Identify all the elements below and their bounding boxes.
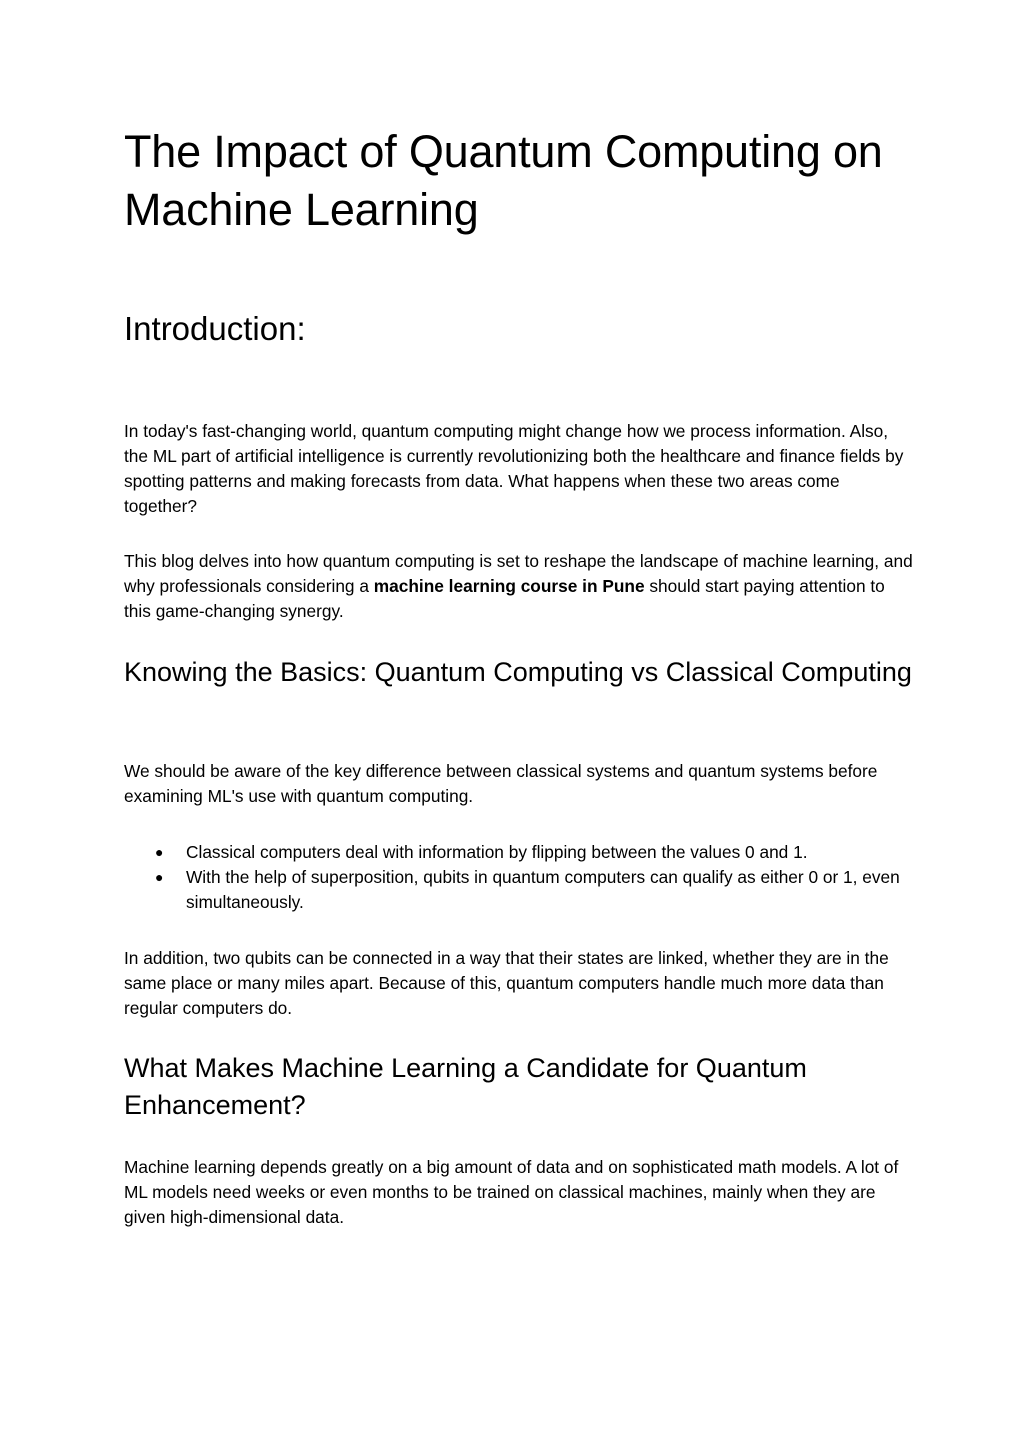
document-title: The Impact of Quantum Computing on Machine Learning bbox=[124, 126, 883, 235]
list-item bbox=[124, 865, 914, 915]
bullet-icon: ● bbox=[155, 869, 164, 885]
heading-introduction: Introduction: bbox=[124, 310, 306, 347]
heading-candidate: What Makes Machine Learning a Candidate for Quantum Enhancement? bbox=[124, 1053, 807, 1120]
candidate-paragraph-1: Machine learning depends greatly on a big amount of data and on sophisticated math models. A lot of ML models need weeks or even months to be trained on classical machines, mainly when they are given high-dimensional data. bbox=[124, 1157, 899, 1227]
intro-paragraph-1: In today's fast-changing world, quantum computing might change how we process information. Also, the ML part of artificial intelligence is currently revolutionizing both the healthcare and finance fields by spotting patterns and making forecasts from data. What happens when these two areas come together? bbox=[124, 421, 904, 516]
bullet-icon: ● bbox=[155, 844, 164, 860]
list-item bbox=[124, 840, 914, 865]
heading-basics: Knowing the Basics: Quantum Computing vs Classical Computing bbox=[124, 657, 912, 687]
list-item-text: Classical computers deal with information by flipping between the values 0 and 1. bbox=[186, 842, 808, 862]
intro-paragraph-2-text-start: This blog delves into how quantum computing is set to reshape the landscape of machine learning, and why professionals considering a bbox=[124, 551, 913, 596]
basics-bullet-list bbox=[124, 840, 914, 915]
course-highlight: machine learning course in Pune bbox=[373, 576, 645, 596]
intro-paragraph-2 bbox=[124, 549, 914, 624]
list-item-text: With the help of superposition, qubits in quantum computers can qualify as either 0 or 1, even simultaneously. bbox=[186, 867, 900, 912]
basics-paragraph-1: We should be aware of the key difference between classical systems and quantum systems before examining ML's use with quantum computing. bbox=[124, 761, 878, 806]
intro-paragraph-2-text-end: should start paying attention to this game-changing synergy. bbox=[124, 576, 885, 621]
basics-paragraph-2: In addition, two qubits can be connected in a way that their states are linked, whether they are in the same place or many miles apart. Because of this, quantum computers handle much more data than regular computers do. bbox=[124, 948, 889, 1018]
